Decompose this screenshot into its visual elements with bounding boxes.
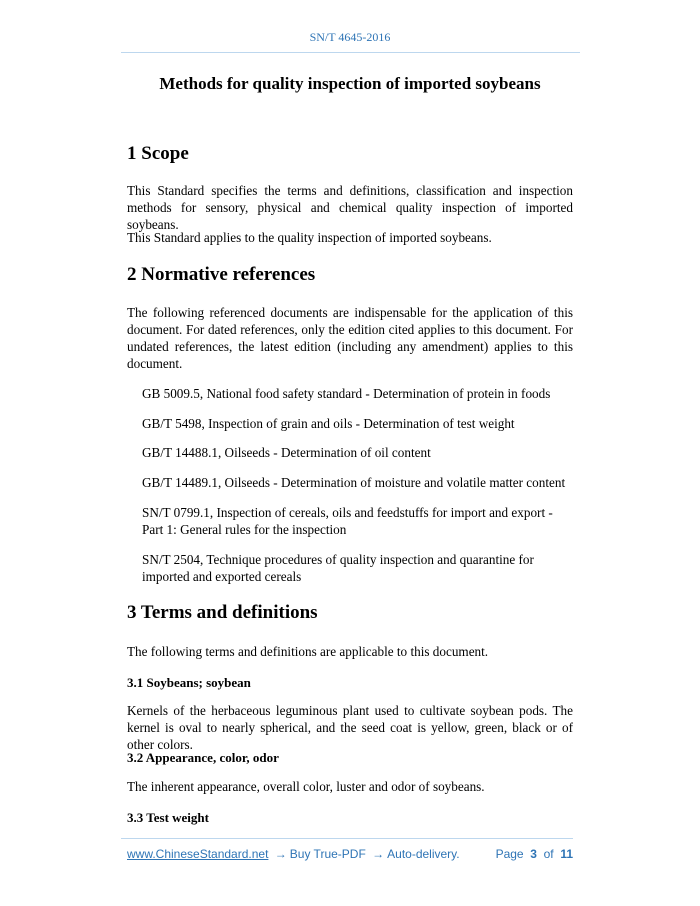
document-title: Methods for quality inspection of imported soybeans — [159, 74, 541, 93]
page-label: Page — [495, 847, 524, 861]
arrow-right-icon: → — [274, 847, 287, 861]
auto-delivery-text: Auto-delivery. — [387, 847, 460, 861]
term-heading-3-2: 3.2 Appearance, color, odor — [127, 750, 279, 765]
page-of: of — [543, 847, 554, 861]
page-total: 11 — [560, 847, 573, 861]
buy-pdf-text: Buy True-PDF — [289, 847, 366, 861]
reference-item: SN/T 0799.1, Inspection of cereals, oils and feedstuffs for import and export - Part 1: General rules for the inspection — [142, 505, 553, 537]
section-heading-scope: 1 Scope — [127, 143, 189, 164]
reference-item: GB/T 5498, Inspection of grain and oils - Determination of test weight — [142, 416, 515, 431]
term-text-3-1: Kernels of the herbaceous leguminous plant used to cultivate soybean pods. The kernel is oval to nearly spherical, and the seed coat is yellow, green, black or of other colors. — [127, 703, 573, 752]
term-heading-3-3: 3.3 Test weight — [127, 810, 209, 825]
term-heading-3-1: 3.1 Soybeans; soybean — [127, 675, 251, 690]
reference-item: SN/T 2504, Technique procedures of quality inspection and quarantine for imported and exported cereals — [142, 552, 534, 584]
arrow-right-icon: → — [372, 847, 385, 861]
site-link[interactable]: www.ChineseStandard.net — [127, 847, 269, 861]
running-header: SN/T 4645-2016 — [309, 30, 391, 44]
reference-item: GB/T 14489.1, Oilseeds - Determination of moisture and volatile matter content — [142, 475, 566, 490]
reference-item: GB/T 14488.1, Oilseeds - Determination of oil content — [142, 445, 431, 460]
section-heading-terms: 3 Terms and definitions — [127, 602, 318, 623]
reference-item: GB 5009.5, National food safety standard - Determination of protein in foods — [142, 386, 551, 401]
page-current: 3 — [530, 847, 537, 861]
page-footer — [127, 847, 573, 861]
normative-intro: The following referenced documents are indispensable for the application of this document. For dated references, only the edition cited applies to this document. For undated references, the latest edition (including any amendment) applies to this document. — [127, 305, 573, 371]
scope-paragraph-1: This Standard specifies the terms and definitions, classification and inspection methods for sensory, physical and chemical quality inspection of imported soybeans. — [127, 183, 573, 232]
page-indicator — [496, 847, 573, 861]
header-divider — [121, 52, 580, 53]
section-heading-normative: 2 Normative references — [127, 264, 316, 285]
terms-intro: The following terms and definitions are applicable to this document. — [127, 644, 489, 659]
footer-divider — [121, 838, 573, 839]
term-text-3-2: The inherent appearance, overall color, luster and odor of soybeans. — [127, 779, 485, 794]
scope-paragraph-2: This Standard applies to the quality inspection of imported soybeans. — [127, 230, 492, 245]
